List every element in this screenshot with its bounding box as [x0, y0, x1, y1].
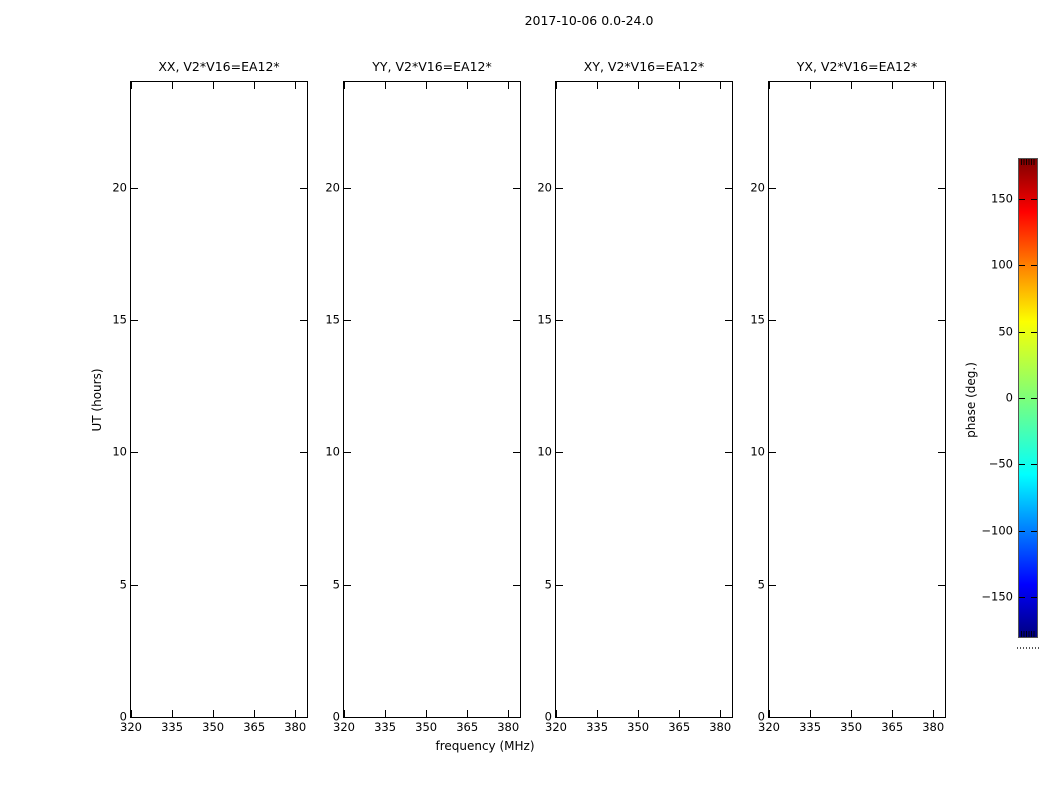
x-tick-label: 350	[627, 720, 650, 734]
subplot-xx	[112, 59, 308, 734]
y-tick-right	[725, 452, 732, 453]
x-tick-label: 350	[415, 720, 438, 734]
subplot-title: XY, V2*V16=EA12*	[583, 59, 705, 74]
x-tick	[679, 710, 680, 717]
x-tick	[597, 710, 598, 717]
y-tick	[131, 585, 138, 586]
y-tick-label: 0	[757, 709, 765, 724]
y-tick-right	[300, 452, 307, 453]
y-tick	[769, 717, 776, 718]
y-tick-right	[938, 585, 945, 586]
x-tick-label: 365	[456, 720, 479, 734]
y-axis-label: UT (hours)	[90, 368, 104, 432]
x-tick	[638, 710, 639, 717]
y-tick	[769, 320, 776, 321]
x-tick-top	[344, 82, 345, 89]
y-tick-right	[513, 452, 520, 453]
y-tick-right	[725, 320, 732, 321]
x-tick-top	[172, 82, 173, 89]
x-tick-label: 365	[881, 720, 904, 734]
x-tick	[933, 710, 934, 717]
y-tick-right	[513, 188, 520, 189]
y-tick-label: 15	[537, 312, 552, 327]
y-tick-label: 20	[750, 180, 765, 195]
x-tick-top	[131, 82, 132, 89]
colorbar-comb-bottom	[1021, 631, 1035, 637]
y-tick	[556, 320, 563, 321]
y-tick-right	[300, 717, 307, 718]
x-tick	[556, 710, 557, 717]
colorbar-tick	[1031, 199, 1037, 200]
y-tick-label: 0	[544, 709, 552, 724]
y-tick-right	[513, 320, 520, 321]
x-tick-label: 320	[545, 720, 567, 734]
x-tick	[213, 710, 214, 717]
y-tick-label: 15	[112, 312, 127, 327]
y-tick	[344, 585, 351, 586]
x-tick	[892, 710, 893, 717]
y-tick	[344, 320, 351, 321]
y-tick	[556, 585, 563, 586]
x-tick	[344, 710, 345, 717]
x-tick-label: 365	[668, 720, 691, 734]
y-tick-label: 0	[332, 709, 340, 724]
x-tick-top	[597, 82, 598, 89]
x-tick-label: 335	[586, 720, 609, 734]
y-tick	[131, 188, 138, 189]
y-tick	[344, 188, 351, 189]
y-tick-label: 15	[325, 312, 340, 327]
colorbar-tick-label: −150	[981, 589, 1013, 604]
x-tick-top	[679, 82, 680, 89]
x-tick-label: 380	[709, 720, 732, 734]
x-tick	[254, 710, 255, 717]
y-tick	[769, 188, 776, 189]
subplot-yx	[750, 59, 946, 734]
colorbar-comb-top	[1021, 159, 1035, 165]
y-tick-label: 10	[537, 444, 552, 459]
y-tick-label: 5	[332, 576, 340, 591]
x-tick-top	[810, 82, 811, 89]
y-tick-label: 10	[750, 444, 765, 459]
colorbar-tick	[1019, 531, 1025, 532]
y-tick-right	[938, 717, 945, 718]
x-tick-label: 380	[284, 720, 307, 734]
x-tick	[295, 710, 296, 717]
x-tick-top	[933, 82, 934, 89]
y-tick	[556, 717, 563, 718]
x-tick-label: 335	[161, 720, 184, 734]
y-tick-label: 5	[757, 576, 765, 591]
y-tick-label: 15	[750, 312, 765, 327]
x-tick-top	[508, 82, 509, 89]
y-tick-label: 5	[544, 576, 552, 591]
x-tick-label: 380	[497, 720, 520, 734]
y-tick-right	[300, 188, 307, 189]
y-tick-right	[938, 188, 945, 189]
colorbar-tick	[1031, 265, 1037, 266]
x-tick-top	[385, 82, 386, 89]
y-tick	[556, 452, 563, 453]
subplot-yy	[325, 59, 521, 734]
y-tick	[556, 188, 563, 189]
x-axis-label: frequency (MHz)	[435, 739, 535, 753]
colorbar-tick	[1031, 531, 1037, 532]
x-tick	[810, 710, 811, 717]
x-tick-top	[213, 82, 214, 89]
y-tick-right	[725, 188, 732, 189]
colorbar-tick	[1019, 597, 1025, 598]
y-tick-right	[300, 320, 307, 321]
y-tick	[131, 452, 138, 453]
x-tick	[720, 710, 721, 717]
y-tick	[769, 452, 776, 453]
colorbar-tick	[1019, 199, 1025, 200]
x-tick-label: 350	[840, 720, 863, 734]
y-tick	[131, 320, 138, 321]
y-tick-label: 10	[112, 444, 127, 459]
x-tick	[385, 710, 386, 717]
colorbar-tick	[1019, 398, 1025, 399]
x-tick	[426, 710, 427, 717]
colorbar-tick	[1031, 597, 1037, 598]
x-tick-top	[892, 82, 893, 89]
x-tick-top	[720, 82, 721, 89]
y-tick-label: 5	[119, 576, 127, 591]
colorbar-label: phase (deg.)	[964, 362, 978, 438]
x-tick-label: 335	[374, 720, 397, 734]
subplot-title: XX, V2*V16=EA12*	[158, 59, 280, 74]
x-tick-top	[426, 82, 427, 89]
x-tick-label: 320	[120, 720, 142, 734]
colorbar-tick-label: −100	[981, 523, 1013, 538]
colorbar-tick-label: −50	[988, 456, 1013, 471]
x-tick	[851, 710, 852, 717]
colorbar-tick	[1019, 464, 1025, 465]
colorbar-tick-label: 150	[991, 191, 1013, 206]
colorbar-tick-label: 50	[998, 323, 1013, 338]
y-tick-right	[725, 717, 732, 718]
x-tick	[508, 710, 509, 717]
colorbar-tick-label: 0	[1005, 390, 1013, 405]
y-tick-label: 20	[537, 180, 552, 195]
y-tick	[344, 717, 351, 718]
x-tick-label: 335	[799, 720, 822, 734]
subplot-xy	[537, 59, 733, 734]
colorbar-tick	[1031, 332, 1037, 333]
y-tick-label: 10	[325, 444, 340, 459]
x-tick-label: 380	[922, 720, 945, 734]
y-tick-label: 20	[112, 180, 127, 195]
y-tick-right	[938, 452, 945, 453]
x-tick-top	[851, 82, 852, 89]
x-tick	[172, 710, 173, 717]
y-tick-right	[513, 717, 520, 718]
x-tick-label: 350	[202, 720, 225, 734]
x-tick-top	[556, 82, 557, 89]
x-tick-label: 320	[758, 720, 780, 734]
colorbar-bottom-dots	[1017, 647, 1039, 649]
x-tick	[769, 710, 770, 717]
y-tick	[769, 585, 776, 586]
y-tick-label: 0	[119, 709, 127, 724]
colorbar-tick	[1019, 332, 1025, 333]
x-tick-top	[254, 82, 255, 89]
y-tick	[344, 452, 351, 453]
y-tick	[131, 717, 138, 718]
x-tick-top	[295, 82, 296, 89]
x-tick	[467, 710, 468, 717]
y-tick-right	[938, 320, 945, 321]
x-tick-label: 320	[333, 720, 355, 734]
y-tick-right	[300, 585, 307, 586]
x-tick-label: 365	[243, 720, 266, 734]
subplot-title: YY, V2*V16=EA12*	[372, 59, 492, 74]
x-tick-top	[638, 82, 639, 89]
x-tick	[131, 710, 132, 717]
colorbar-tick-label: 100	[991, 257, 1013, 272]
x-tick-top	[769, 82, 770, 89]
y-tick-right	[513, 585, 520, 586]
figure-title: 2017-10-06 0.0-24.0	[524, 13, 654, 28]
subplot-title: YX, V2*V16=EA12*	[796, 59, 918, 74]
colorbar-tick	[1031, 464, 1037, 465]
y-tick-right	[725, 585, 732, 586]
colorbar-tick	[1031, 398, 1037, 399]
colorbar	[981, 158, 1038, 638]
x-tick-top	[467, 82, 468, 89]
colorbar-tick	[1019, 265, 1025, 266]
y-tick-label: 20	[325, 180, 340, 195]
